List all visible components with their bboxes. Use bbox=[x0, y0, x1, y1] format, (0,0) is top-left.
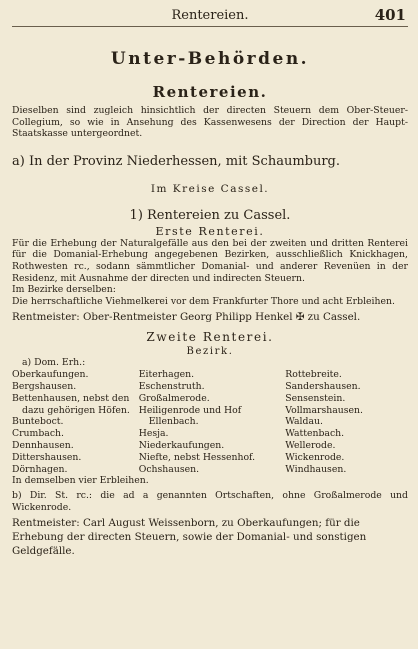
list-item: Sandershausen. bbox=[285, 380, 361, 392]
main-title: Unter-Behörden. bbox=[110, 49, 310, 69]
section-a-heading: a) In der Provinz Niederhessen, mit Schaumburg. bbox=[12, 153, 341, 169]
zweite-heading: Zweite Renterei. bbox=[146, 330, 274, 345]
list-item: Heiligenrode und Hof bbox=[138, 404, 242, 416]
sub-title: Rentereien. bbox=[152, 83, 268, 101]
list-item: Eiterhagen. bbox=[138, 369, 195, 381]
list-item: Windhausen. bbox=[285, 463, 347, 475]
ortschaften-columns bbox=[12, 357, 408, 475]
list-item: Vollmarshausen. bbox=[285, 404, 363, 416]
list-item: Großalmerode. bbox=[138, 392, 210, 404]
dir-st-note: b) Dir. St. rc.: die ad a genannten Ortschaften, ohne Großalmerode und Wickenrode. bbox=[12, 489, 408, 513]
erste-rentmeister: Rentmeister: Ober-Rentmeister Georg Philipp Henkel ✠ zu Cassel. bbox=[12, 311, 361, 324]
list-item: Ellenbach. bbox=[148, 416, 199, 428]
column-3 bbox=[285, 357, 408, 475]
intro-paragraph: Dieselben sind zugleich hinsichtlich der directen Steuern dem Ober-Steuer-Collegium, so wie in Ansehung des Kassenwesens der Direction der Haupt-Staatskasse untergeordnet. bbox=[12, 105, 408, 140]
list-item: Oberkaufungen. bbox=[12, 369, 89, 381]
list-item: Niederkaufungen. bbox=[138, 439, 225, 451]
list-item: Wellerode. bbox=[285, 439, 336, 451]
list-item: Eschenstruth. bbox=[138, 380, 205, 392]
list-item bbox=[139, 357, 286, 369]
list-item: Ochshausen. bbox=[138, 463, 200, 475]
page-number: 401 bbox=[374, 6, 406, 24]
erste-text: Für die Erhebung der Naturalgefälle aus den bei der zweiten und dritten Renterei für die Domanial-Erhebung angegebenen Bezirken, ausschließlich Knickhagen, Rothwesten rc., sodann sämmtlicher Domanial- und anderer Revenüen in der Residenz, mit Ausnahme der directen und indirecten Steuern. bbox=[12, 237, 408, 284]
list-item: Bunteboct. bbox=[12, 416, 64, 428]
zweite-rentmeister: Rentmeister: Carl August Weissenborn, zu Oberkaufungen; für die Erhebung der directen Steuern, sowie der Domanial- und sonstigen Geldgefälle. bbox=[12, 517, 367, 558]
dom-label: a) Dom. Erh.: bbox=[22, 357, 86, 369]
list-item: Waldau. bbox=[285, 416, 323, 428]
list-item: dazu gehörigen Höfen. bbox=[22, 404, 130, 416]
running-title: Rentereien. bbox=[171, 8, 249, 23]
list-item: Dennhausen. bbox=[12, 439, 74, 451]
erbleihen-note: In demselben vier Erbleihen. bbox=[12, 475, 149, 487]
zweite-bezirk-heading: Bezirk. bbox=[186, 346, 234, 358]
list-item: Bergshausen. bbox=[12, 380, 77, 392]
column-1 bbox=[12, 357, 139, 475]
page-header bbox=[12, 6, 408, 27]
list-item: Wattenbach. bbox=[285, 428, 345, 440]
erste-bezirke-text: Die herrschaftliche Viehmelkerei vor dem Frankfurter Thore und acht Erbleihen. bbox=[12, 295, 395, 307]
list-item: Hesja. bbox=[138, 428, 169, 440]
list-item: Dittershausen. bbox=[12, 451, 82, 463]
section-1-heading: 1) Rentereien zu Cassel. bbox=[129, 207, 291, 223]
list-item: Crumbach. bbox=[12, 428, 65, 440]
kreis-heading: Im Kreise Cassel. bbox=[150, 182, 270, 195]
column-2 bbox=[139, 357, 286, 475]
list-item: Wickenrode. bbox=[285, 451, 345, 463]
list-item: Niefte, nebst Hessenhof. bbox=[138, 451, 256, 463]
list-item bbox=[285, 357, 408, 369]
list-item: Sensenstein. bbox=[285, 392, 346, 404]
list-item: Rottebreite. bbox=[285, 369, 342, 381]
list-item: Dörnhagen. bbox=[12, 463, 68, 475]
erste-heading: Erste Renterei. bbox=[155, 224, 265, 238]
list-item: Bettenhausen, nebst den bbox=[12, 392, 130, 404]
erste-bezirke-heading: Im Bezirke derselben: bbox=[12, 284, 116, 296]
